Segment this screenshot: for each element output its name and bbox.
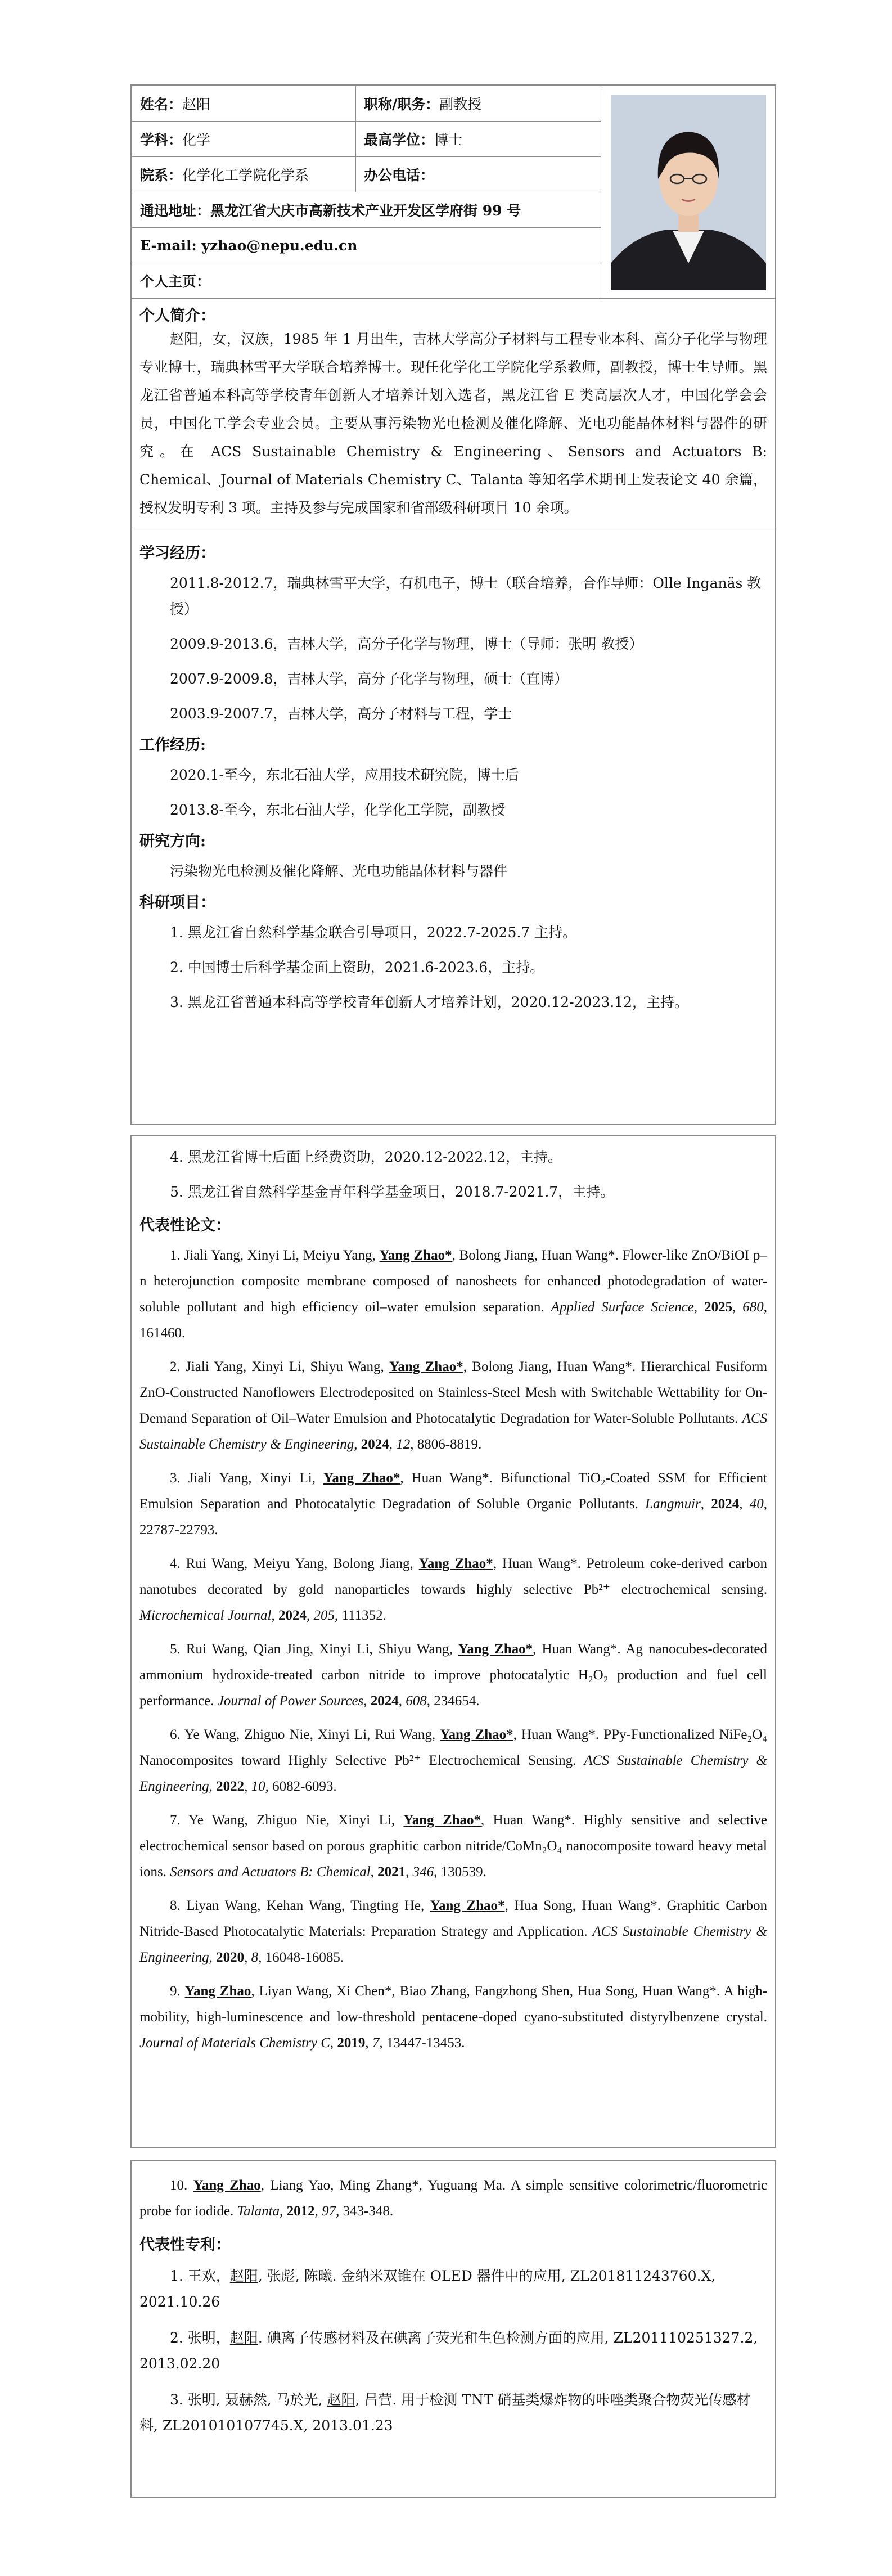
degree-cell: 最高学位：博士 bbox=[356, 122, 601, 157]
title-value: 副教授 bbox=[439, 96, 482, 113]
project-item: 3. 黑龙江省普通本科高等学校青年创新人才培养计划，2020.12-2023.12，主持。 bbox=[170, 994, 689, 1010]
basic-info-table bbox=[132, 86, 776, 299]
patent-item: 2. 张明，赵阳. 碘离子传感材料及在碘离子荧光和生色检测方面的应用, ZL201110251327.2, 2013.02.20 bbox=[139, 2330, 758, 2372]
research-text: 污染物光电检测及催化降解、光电功能晶体材料与器件 bbox=[170, 863, 508, 879]
project-item: 1. 黑龙江省自然科学基金联合引导项目，2022.7-2025.7 主持。 bbox=[170, 924, 577, 941]
education-title: 学习经历： bbox=[139, 545, 215, 562]
address-value: 黑龙江省大庆市高新技术产业开发区学府街 99 号 bbox=[210, 203, 521, 219]
education-item: 2007.9-2009.8，吉林大学，高分子化学与物理，硕士（直博） bbox=[170, 671, 569, 687]
work-item: 2020.1-至今，东北石油大学，应用技术研究院，博士后 bbox=[170, 767, 519, 783]
portrait-photo bbox=[611, 95, 766, 290]
education-item: 2003.9-2007.7，吉林大学，高分子材料与工程，学士 bbox=[170, 705, 512, 722]
photo-cell bbox=[601, 86, 776, 299]
email-value[interactable]: yzhao@nepu.edu.cn bbox=[201, 237, 358, 254]
paper-item: 5. Rui Wang, Qian Jing, Xinyi Li, Shiyu Wang, Yang Zhao*, Huan Wang*. Ag nanocubes-decorated ammonium hydroxide-treated carbon nitride to improve photocatalytic H₂O₂ production and fuel cell performance. Journal of Power Sources, 2024, 608, 234654. bbox=[139, 1642, 767, 1709]
paper-item: 1. Jiali Yang, Xinyi Li, Meiyu Yang, Yang Zhao*, Bolong Jiang, Huan Wang*. Flower-like ZnO/BiOI p–n heterojunction composite membrane composed of nanosheets for enhanced photodegradation of water-soluble pollutant and high efficiency oil–water emulsion separation. Applied Surface Science, 2025, 680, 161460. bbox=[139, 1248, 768, 1341]
paper-item: 4. Rui Wang, Meiyu Yang, Bolong Jiang, Yang Zhao*, Huan Wang*. Petroleum coke-derived carbon nanotubes decorated by gold nanoparticles towards highly selective Pb²⁺ electrochemical sensing. Microchemical Journal, 2024, 205, 111352. bbox=[139, 1556, 768, 1623]
paper-item: 9. Yang Zhao, Liyan Wang, Xi Chen*, Biao Zhang, Fangzhong Shen, Hua Song, Huan Wang*. A high-mobility, high-luminescence and low-threshold pentacene-doped cyano-substituted distyrylbenzene crystal. Journal of Materials Chemistry C, 2019, 7, 13447-13453. bbox=[139, 1984, 768, 2051]
paper-item: 2. Jiali Yang, Xinyi Li, Shiyu Wang, Yang Zhao*, Bolong Jiang, Huan Wang*. Hierarchical Fusiform ZnO-Constructed Nanoflowers Electrodeposited on Stainless-Steel Mesh with Switchable Wettability for On-Demand Separation of Oil–Water Emulsion and Photocatalytic Degradation for Water-Soluble Pollutants. ACS Sustainable Chemistry & Engineering, 2024, 12, 8806-8819. bbox=[139, 1359, 768, 1452]
work-title: 工作经历: bbox=[139, 736, 206, 754]
paper-item: 10. Yang Zhao, Liang Yao, Ming Zhang*, Yuguang Ma. A simple sensitive colorimetric/fluorometric probe for iodide. Talanta, 2012, 97, 343-348. bbox=[139, 2178, 767, 2219]
paper-item: 6. Ye Wang, Zhiguo Nie, Xinyi Li, Rui Wang, Yang Zhao*, Huan Wang*. PPy-Functionalized NiFe₂O₄ Nanocomposites toward Highly Selective Pb²⁺ Electrochemical Sensing. ACS Sustainable Chemistry & Engineering, 2022, 10, 6082-6093. bbox=[139, 1727, 767, 1794]
address-cell: 通迅地址：黑龙江省大庆市高新技术产业开发区学府街 99 号 bbox=[132, 192, 601, 228]
project-item: 4. 黑龙江省博士后面上经费资助，2020.12-2022.12，主持。 bbox=[170, 1149, 562, 1165]
email-cell: E-mail: yzhao@nepu.edu.cn bbox=[132, 228, 601, 263]
subject-value: 化学 bbox=[182, 132, 211, 148]
intro-text: 赵阳，女，汉族，1985 年 1 月出生，吉林大学高分子材料与工程专业本科、高分子化学与物理专业博士，瑞典林雪平大学联合培养博士。现任化学化工学院化学系教师，副教授，博士生导师。黑龙江省普通本科高等学校青年创新人才培养计划入选者，黑龙江省 E 类高层次人才，中国化学会会员，中国化工学会专业会员。主要从事污染物光电检测及催化降解、光电功能晶体材料与器件的研究。在 ACS Sustainable Chemistry & Engineering、Sensors and Actuators B: Chemical、Journal of Materials Chemistry C、Talanta 等知名学术期刊上发表论文 40 余篇，授权发明专利 3 项。主持及参与完成国家和省部级科研项目 10 余项。 bbox=[139, 331, 767, 516]
projects-title: 科研项目： bbox=[139, 894, 215, 911]
patent-item: 3. 张明, 聂赫然, 马於光, 赵阳, 吕营. 用于检测 TNT 硝基类爆炸物的咔唑类聚合物荧光传感材料, ZL201010107745.X, 2013.01.23 bbox=[139, 2391, 751, 2434]
name-value: 赵阳 bbox=[182, 96, 211, 113]
subject-cell: 学科：化学 bbox=[132, 122, 356, 157]
project-item: 2. 中国博士后科学基金面上资助，2021.6-2023.6，主持。 bbox=[170, 959, 544, 975]
work-item: 2013.8-至今，东北石油大学，化学化工学院，副教授 bbox=[170, 802, 505, 818]
education-item: 2011.8-2012.7，瑞典林雪平大学，有机电子，博士（联合培养，合作导师：Olle Inganäs 教授） bbox=[170, 575, 762, 617]
paper-item: 7. Ye Wang, Zhiguo Nie, Xinyi Li, Yang Zhao*, Huan Wang*. Highly sensitive and selective electrochemical sensor based on porous graphitic carbon nitride/CoMn₂O₄ nanocomposite toward heavy metal ions. Sensors and Actuators B: Chemical, 2021, 346, 130539. bbox=[139, 1813, 768, 1880]
intro-section bbox=[132, 299, 775, 528]
resume-page-1 bbox=[130, 84, 776, 1125]
patents-title: 代表性专利： bbox=[139, 2236, 231, 2254]
dept-cell: 院系：化学化工学院化学系 bbox=[132, 157, 356, 192]
dept-value: 化学化工学院化学系 bbox=[182, 167, 309, 183]
degree-value: 博士 bbox=[434, 132, 463, 148]
papers-title: 代表性论文： bbox=[139, 1217, 231, 1234]
name-cell: 姓名：赵阳 bbox=[132, 86, 356, 122]
paper-item: 3. Jiali Yang, Xinyi Li, Yang Zhao*, Huan Wang*. Bifunctional TiO₂-Coated SSM for Efficient Emulsion Separation and Photocatalytic Degradation of Soluble Organic Pollutants. Langmuir, 2024, 40, 22787-22793. bbox=[139, 1471, 768, 1537]
education-item: 2009.9-2013.6，吉林大学，高分子化学与物理，博士（导师：张明 教授） bbox=[170, 636, 643, 652]
homepage-cell: 个人主页： bbox=[132, 263, 601, 299]
resume-page-2 bbox=[130, 1135, 776, 2148]
project-item: 5. 黑龙江省自然科学基金青年科学基金项目，2018.7-2021.7，主持。 bbox=[170, 1184, 615, 1200]
resume-page-3 bbox=[130, 2160, 776, 2498]
patent-item: 1. 王欢，赵阳, 张彪, 陈曦. 金纳米双锥在 OLED 器件中的应用, ZL201811243760.X, 2021.10.26 bbox=[139, 2268, 716, 2310]
research-title: 研究方向: bbox=[139, 833, 206, 850]
paper-item: 8. Liyan Wang, Kehan Wang, Tingting He, Yang Zhao*, Hua Song, Huan Wang*. Graphitic Carbon Nitride-Based Photocatalytic Materials: Preparation Strategy and Application. ACS Sustainable Chemistry & Engineering, 2020, 8, 16048-16085. bbox=[139, 1898, 767, 1965]
experience-section bbox=[132, 528, 775, 1021]
title-cell: 职称/职务：副教授 bbox=[356, 86, 601, 122]
intro-title: 个人简介： bbox=[139, 307, 215, 325]
phone-cell: 办公电话： bbox=[356, 157, 601, 192]
